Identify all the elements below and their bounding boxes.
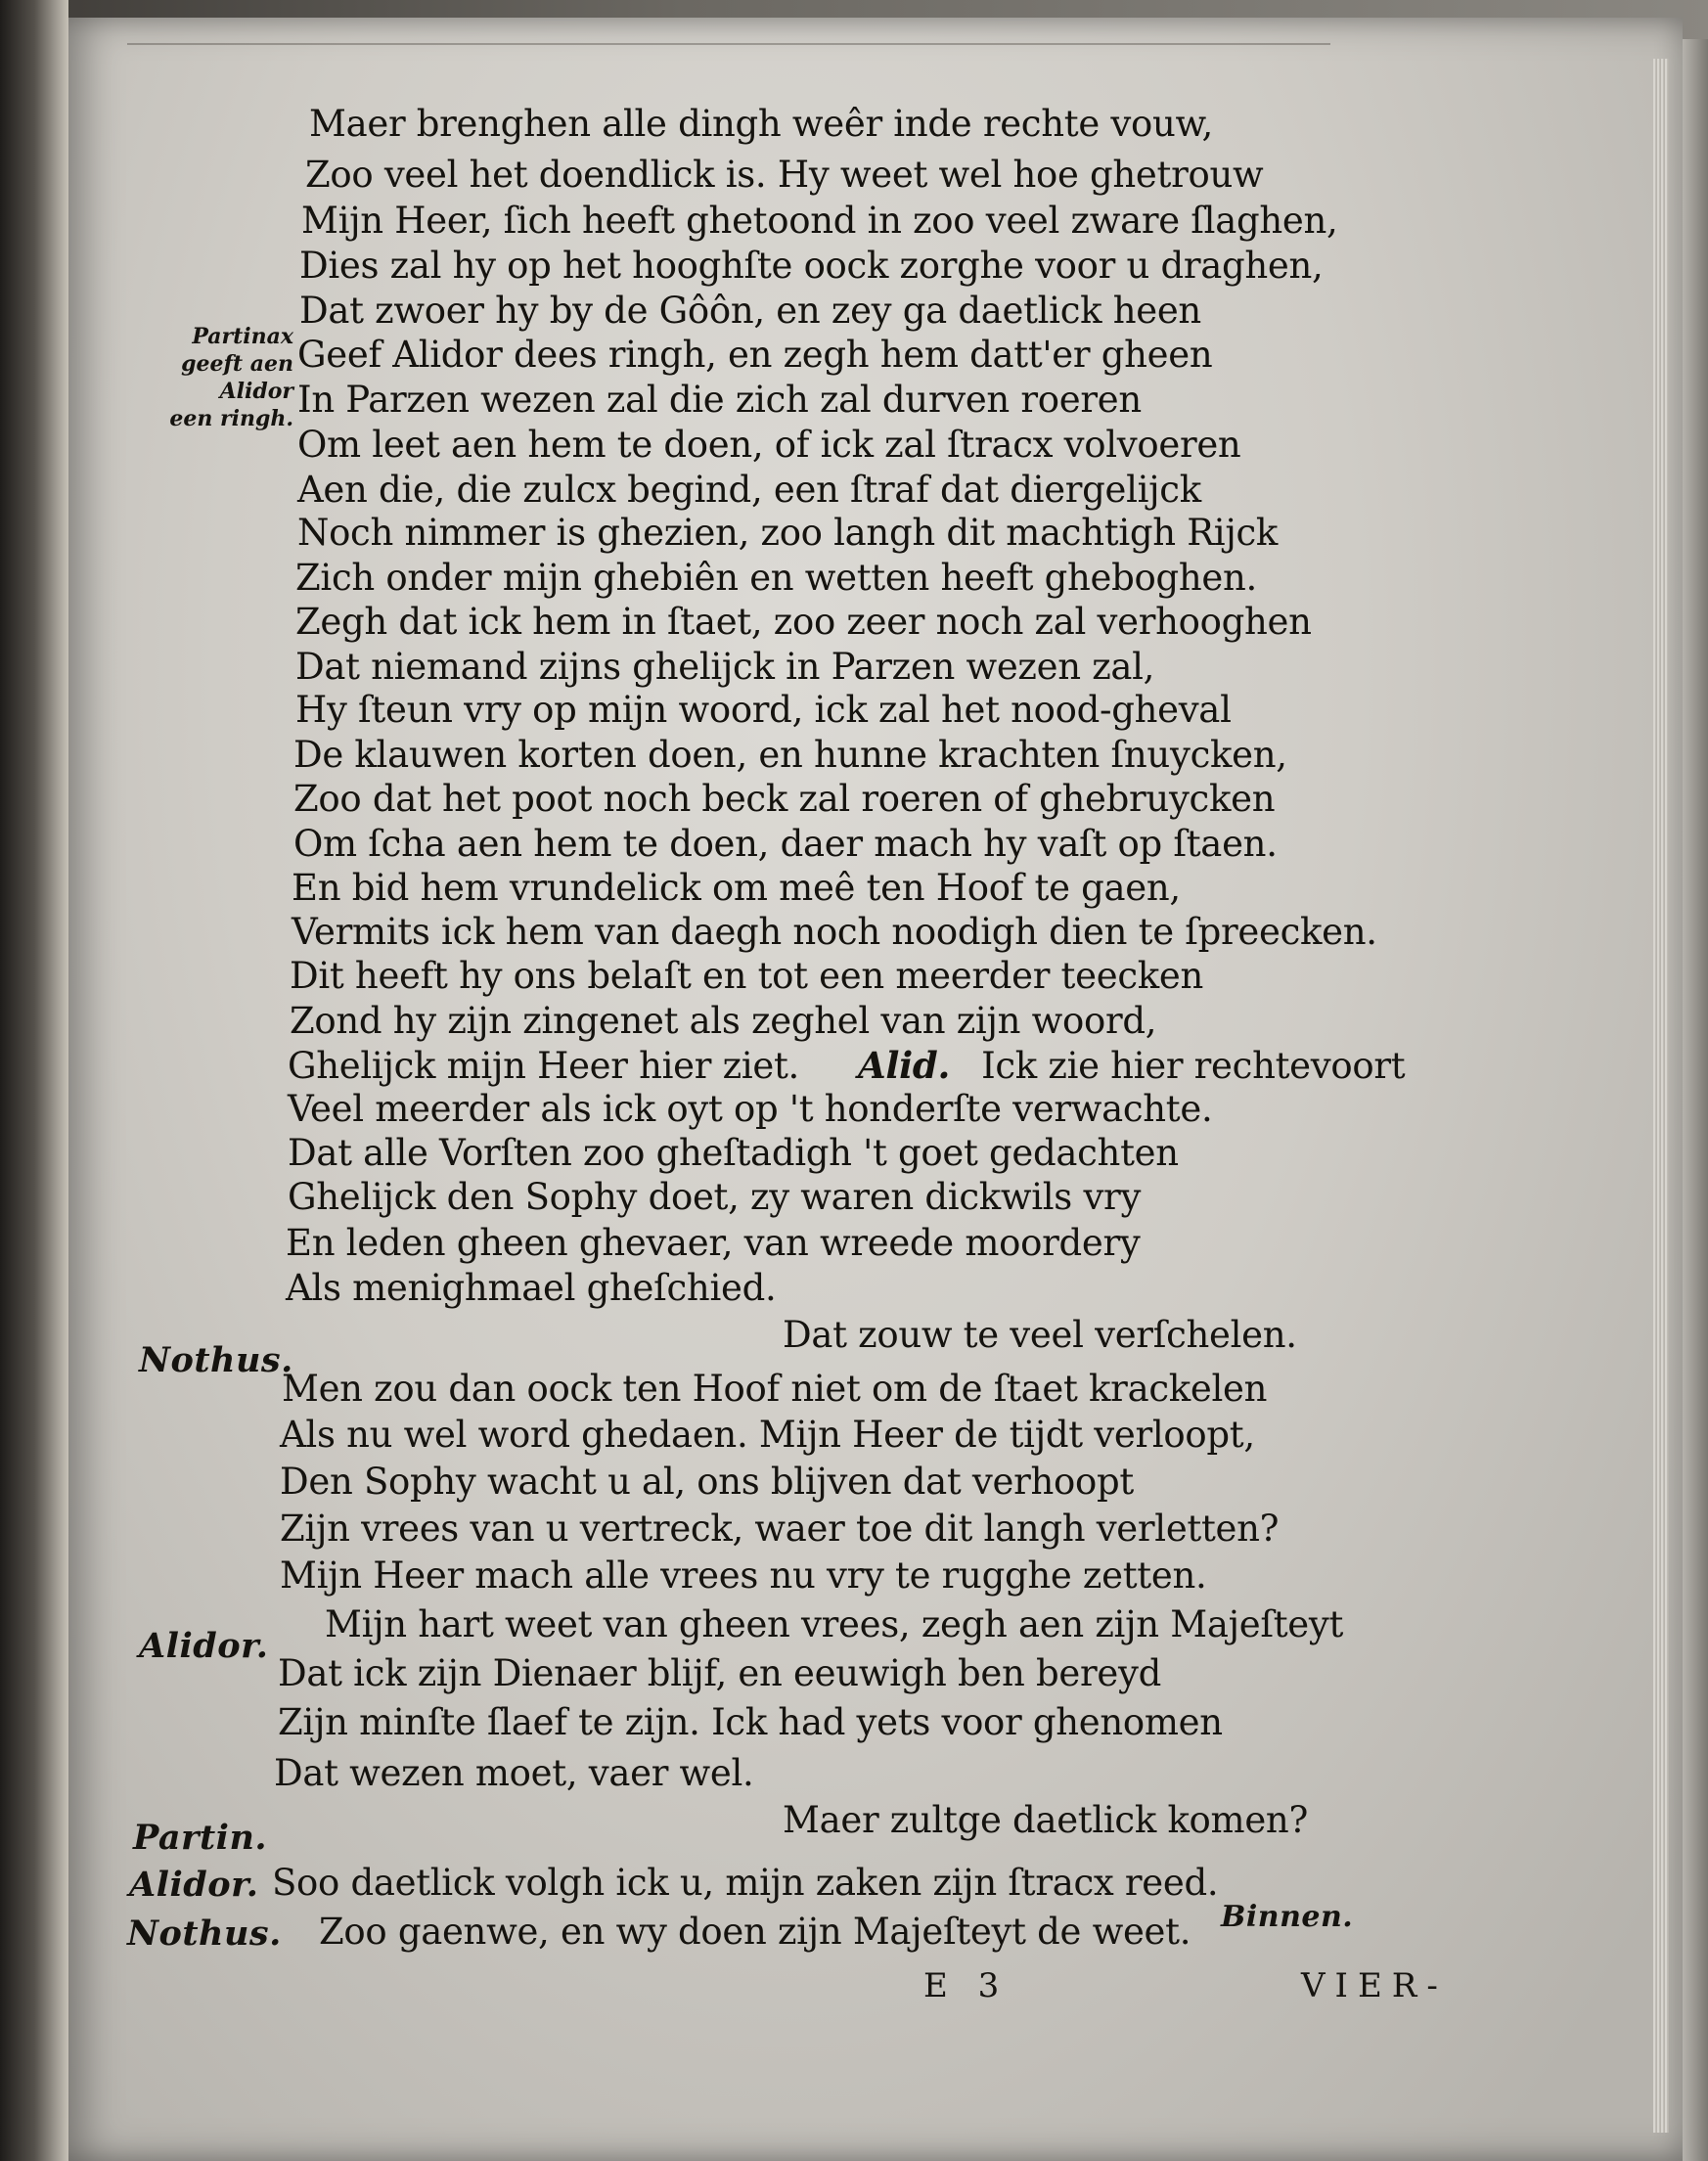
speaker-name: Nothus. [127,1913,282,1954]
verse-line: Zoo dat het poot noch beck zal roeren of ghebruycken [293,778,1276,820]
marginal-line: Partinax [192,324,293,349]
verse-line: Dat ick zijn Dienaer blijf, en eeuwigh ben bereyd [278,1652,1161,1694]
verse-text: Ghelijck mijn Heer hier ziet. [288,1045,799,1087]
verse-line: Ghelijck den Sophy doet, zy waren dickwils vry [288,1176,1142,1218]
stage-direction: Binnen. [1221,1900,1354,1934]
speaker-name: Nothus. [139,1340,293,1380]
verse-line: Veel meerder als ick oyt op 't honderſte verwachte. [288,1088,1213,1130]
speaker-name: Alidor. [129,1865,259,1905]
verse-text: Ick zie hier rechtevoort [981,1045,1406,1087]
verse-line: Den Sophy wacht u al, ons blijven dat verhoopt [280,1461,1134,1503]
verse-line: In Parzen wezen zal die zich zal durven roeren [297,379,1142,421]
verse-line: Als menighmael gheſchied. [286,1267,777,1309]
verse-line: Dat wezen moet, vaer wel. [274,1752,754,1794]
verse-line: Vermits ick hem van daegh noch noodigh dien te ſpreecken. [292,911,1377,953]
verse-line: De klauwen korten doen, en hunne krachten ſnuycken, [293,734,1287,776]
marginal-line: een ringh. [169,406,293,431]
verse-line: Zijn vrees van u vertreck, waer toe dit langh verletten? [280,1508,1280,1550]
verse-line: En bid hem vrundelick om meê ten Hoof te gaen, [292,867,1181,909]
verse-line: Zoo veel het doendlick is. Hy weet wel hoe ghetrouw [305,154,1264,196]
verse-line: Mijn Heer, ſich heeft ghetoond in zoo veel zware ſlaghen, [301,200,1338,242]
verse-line: Mijn Heer mach alle vrees nu vry te rugghe zetten. [280,1554,1207,1597]
verse-line: Dies zal hy op het hooghſte oock zorghe voor u draghen, [299,245,1324,287]
verse-line: Om leet aen hem te doen, of ick zal ſtracx volvoeren [297,424,1241,466]
verse-line: Dit heeft hy ons belaſt en tot een meerder teecken [290,955,1203,997]
verse-line: Mijn hart weet van gheen vrees, zegh aen zijn Majeſteyt [325,1603,1344,1645]
verse-line: En leden gheen ghevaer, van wreede moordery [286,1222,1141,1264]
marginal-line: Alidor [219,379,293,404]
verse-line: Zijn minſte ſlaef te zijn. Ick had yets voor ghenomen [278,1701,1223,1743]
verse-line: Maer zultge daetlick komen? [783,1799,1308,1841]
marginal-stage-note [157,323,293,432]
verse-line: Geef Alidor dees ringh, en zegh hem datt'er gheen [297,334,1213,376]
speaker-name: Alidor. [139,1626,269,1666]
signature-mark: E 3 [923,1966,1010,2005]
speaker-name: Partin. [133,1818,268,1858]
verse-line: Dat zwoer hy by de Gôôn, en zey ga daetlick heen [299,290,1201,332]
verse-line: Maer brenghen alle dingh weêr inde rechte vouw, [309,103,1213,145]
verse-line: Dat zouw te veel verſchelen. [783,1314,1297,1356]
verse-line: Als nu wel word ghedaen. Mijn Heer de tijdt verloopt, [280,1414,1255,1456]
verse-line: Soo daetlick volgh ick u, mijn zaken zijn ſtracx reed. [272,1862,1219,1904]
verse-line-with-speaker [288,1045,1405,1087]
verse-line: Zoo gaenwe, en wy doen zijn Majeſteyt de weet. [319,1911,1191,1953]
verse-line: Aen die, die zulcx begind, een ſtraf dat diergelijck [297,469,1201,511]
speaker-name-inline: Alid. [857,1044,951,1087]
verse-line: Men zou dan oock ten Hoof niet om de ſtaet krackelen [282,1368,1268,1410]
verse-line: Zond hy zijn zingenet als zeghel van zijn woord, [290,1000,1157,1042]
verse-line: Dat niemand zijns ghelijck in Parzen wezen zal, [295,646,1155,688]
verse-line: Zich onder mijn ghebiên en wetten heeft gheboghen. [295,557,1257,599]
verse-line: Dat alle Vorſten zoo gheſtadigh 't goet gedachten [288,1132,1179,1174]
verse-line: Noch nimmer is ghezien, zoo langh dit machtigh Rijck [297,512,1279,554]
verse-line: Zegh dat ick hem in ſtaet, zoo zeer noch zal verhooghen [295,601,1312,643]
verse-line: Hy ſteun vry op mijn woord, ick zal het nood-gheval [295,689,1232,731]
catchword: VIER- [1301,1966,1448,2005]
marginal-line: geeft aen [181,351,293,377]
verse-line: Om ſcha aen hem te doen, daer mach hy vaſt op ſtaen. [293,823,1278,865]
